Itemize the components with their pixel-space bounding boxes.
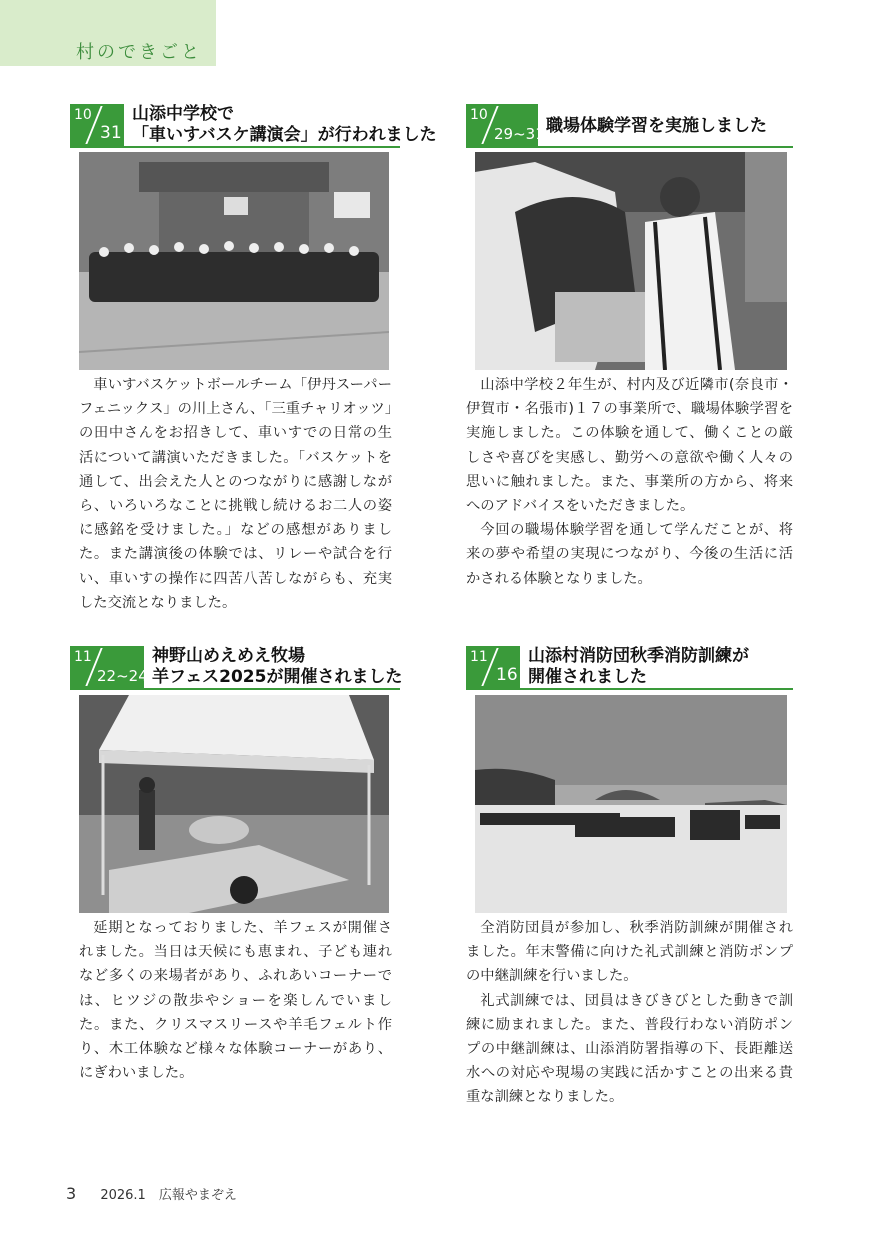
article-title [152, 646, 402, 688]
title-line: 山添村消防団秋季消防訓練が [528, 646, 749, 666]
article-body [466, 373, 793, 591]
title-line: 開催されました [528, 667, 647, 687]
paragraph: 礼式訓練では、団員はきびきびとした動きで訓練に励まれました。また、普段行わない消防ポンプの中継訓練は、山添消防署指導の下、長距離送水への対応や現場の実践に活かすことの出来る貴重な訓練となりました。 [466, 992, 793, 1106]
title-line: 職場体験学習を実施しました [546, 116, 767, 136]
title-line: 羊フェス2025が開催されました [152, 667, 403, 687]
title-line: 山添中学校で [132, 104, 234, 124]
date-badge [70, 646, 148, 688]
article-wheelchair-basketball [70, 104, 437, 148]
article-header [466, 104, 793, 148]
article-body [79, 373, 392, 615]
article-body [466, 916, 793, 1110]
date-badge [466, 646, 520, 688]
article-sheep-festival [70, 646, 403, 690]
date-day: 22~24 [97, 667, 148, 685]
photo-car-workshop [475, 152, 787, 370]
date-month: 10 [470, 107, 488, 123]
date-day: 31 [100, 123, 122, 143]
article-fire-drill [466, 646, 793, 690]
date-badge [70, 104, 124, 146]
page-number: 3 [66, 1184, 77, 1203]
title-line: 神野山めえめえ牧場 [152, 646, 305, 666]
article-title [132, 104, 437, 146]
paragraph: 今回の職場体験学習を通して学んだことが、将来の夢や希望の実現につながり、今後の生活に活かされる体験となりました。 [466, 522, 793, 587]
photo-sheep-tent [79, 695, 389, 913]
date-month: 10 [74, 107, 92, 123]
issue-label: 2026.1 広報やまぞえ [100, 1188, 237, 1203]
article-header [466, 646, 793, 690]
photo-gym-group [79, 152, 389, 370]
section-label: 村のできごと [76, 42, 202, 63]
date-month: 11 [74, 649, 92, 665]
page-footer [66, 1184, 237, 1203]
paragraph: 全消防団員が参加し、秋季消防訓練が開催されました。年末警備に向けた礼式訓練と消防ポンプの中継訓練を行いました。 [466, 920, 793, 985]
article-header [70, 104, 437, 148]
article-title [528, 646, 749, 688]
section-tab [0, 0, 216, 66]
article-work-experience [466, 104, 793, 148]
date-day: 16 [496, 665, 518, 685]
article-body [79, 916, 392, 1085]
date-month: 11 [470, 649, 488, 665]
paragraph: 山添中学校２年生が、村内及び近隣市(奈良市・伊賀市・名張市)１７の事業所で、職場体験学習を実施しました。この体験を通して、働くことの厳しさや喜びを実感し、勤労への意欲や働く人々の思いに触れました。また、事業所の方から、将来へのアドバイスをいただきました。 [466, 377, 793, 515]
article-header [70, 646, 403, 690]
article-title [546, 116, 767, 137]
paragraph: 車いすバスケットボールチーム「伊丹スーパーフェニックス」の川上さん、「三重チャリオッツ」の田中さんをお招きして、車いすでの日常の生活について講演いただきました。「バスケットを通して、出会えた人とのつながりに感謝しながら、いろいろなことに挑戦し続けるお二人の姿に感銘を受けました。」などの感想がありました。また講演後の体験では、リレーや試合を行い、車いすの操作に四苦八苦しながらも、充実した交流となりました。 [79, 377, 392, 611]
date-day: 29~31 [494, 125, 545, 143]
paragraph: 延期となっておりました、羊フェスが開催されました。当日は天候にも恵まれ、子ども連れなど多くの来場者があり、ふれあいコーナーでは、ヒツジの散歩やショーを楽しんでいました。また、クリスマスリースや羊毛フェルト作り、木工体験など様々な体験コーナーがあり、にぎわいました。 [79, 920, 392, 1082]
title-line: 「車いすバスケ講演会」が行われました [132, 125, 437, 145]
date-badge [466, 104, 545, 146]
photo-fire-drill-field [475, 695, 787, 913]
